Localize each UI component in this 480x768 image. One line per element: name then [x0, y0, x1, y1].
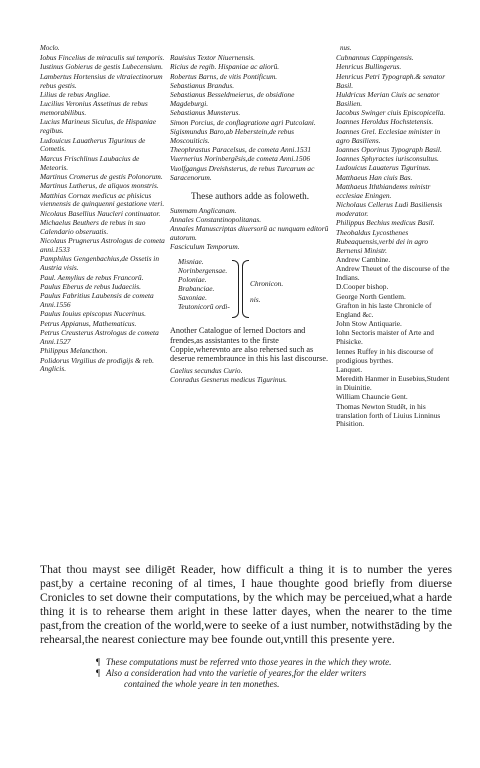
list-item: Cubnannus Cappingensis.	[336, 53, 414, 62]
list-item: Theophrastus Paracelsus, de cometa Anni.1531	[170, 145, 312, 155]
note-2	[96, 668, 456, 679]
list-item: John Stow Antiquarie.	[336, 319, 402, 329]
list-item: Ioannes Heroldus Hochstetensis.	[336, 117, 434, 127]
list-item: Conradus Gesnerus medicus Tigurinus.	[170, 375, 288, 385]
list-item: Sebastianus Brandus.	[170, 80, 235, 90]
computation-notes	[96, 657, 456, 690]
list-item: Iennes Ruffey in his discourse of prodigious byrthes.	[336, 346, 434, 365]
list-item: Henricus Bullingerus.	[336, 62, 402, 72]
list-item: Ioannes Grel. Ecclesiae minister in agro Basiliens.	[336, 126, 441, 145]
list-item: Polidorus Virgilius de prodigijs & reb. Anglicis.	[40, 355, 155, 374]
list-item: Vuernerius Norinbergēsis,de cometa Anni.1506	[170, 154, 311, 164]
list-item: Iustinus Gobierus de gestis Lubecensium.	[40, 62, 163, 72]
left-brace	[232, 260, 239, 318]
list-item: Iobus Fincelius de miraculis sui temporis.	[40, 53, 165, 62]
section-heading: These authors adde as foloweth.	[190, 190, 310, 201]
added-sources-list	[170, 207, 330, 253]
list-item: Marcus Frischlinus Laubacius de Meteoris.	[40, 153, 140, 172]
list-item: Paul. Aemylius de rebus Francorū.	[40, 272, 144, 282]
list-item: Theobaldus Lycosthenes Rubeaquensis,verbi dei in agro Bernensi Ministr.	[336, 227, 429, 255]
list-item: Martinus Lutherus, de aliquos monstris.	[40, 181, 159, 191]
list-item: Matthaeus Han ciuis Bas.	[336, 172, 413, 182]
list-item: Michaelus Beuthers de rebus in suo Calendario obseruatis.	[40, 218, 146, 236]
list-item: Ludouicus Lauatherus Tigurinus de Cometis.	[40, 135, 146, 154]
list-item: Matthaeus Iththiandems ministr ecclesiae Eningen.	[336, 181, 431, 200]
list-item: Robertus Barns, de vitis Pontificum.	[170, 71, 278, 81]
note-text: Also a consideration had vnto the varietie of yeares,for the elder writers	[106, 668, 367, 678]
list-item: Paulus Fabritius Laubensis de cometa Anni.1556	[40, 291, 154, 310]
list-item: Brabanciae.	[178, 284, 215, 294]
list-item: Lambertus Hortensius de vltraiectinorum rebus gestis.	[40, 71, 163, 90]
author-column-3	[336, 54, 454, 430]
list-item: Lilius de rebus Angliae.	[40, 89, 111, 99]
list-item: Meredith Hanmer in Eusebius,Student in Diuinitie.	[336, 374, 450, 392]
list-item: Martinus Cromerus de gestis Polonorum.	[40, 171, 163, 181]
list-item: William Chauncie Gent.	[336, 392, 408, 402]
note-text: These computations must be referred vnto those yeares in the which they wrote.	[106, 657, 392, 667]
list-item: Saxoniae.	[178, 292, 207, 302]
list-item: Rauisius Textor Niuernensis.	[170, 53, 255, 62]
chronicon-label: Chronicon.	[250, 279, 284, 289]
running-fragment-right: nus.	[340, 44, 352, 52]
list-item: Sebastianus Besseldmeierus, de obsidione Magdeburgi.	[170, 90, 295, 109]
list-item: Sigismundus Baro,ab Heberstein,de rebus Moscouiticis.	[170, 126, 295, 145]
list-item: Ioannes Oporinus Typograph Basil.	[336, 144, 442, 154]
author-column-1	[40, 54, 166, 375]
running-fragment-left: Moclo.	[40, 44, 60, 52]
list-item: Ludouicus Lauaterus Tigurinus.	[336, 163, 431, 173]
list-item: Henricus Petri Typograph.& senator Basil.	[336, 71, 446, 90]
right-brace	[242, 260, 249, 318]
list-item: Caelius secundus Curio.	[170, 366, 243, 376]
list-item: Ioannes Sphyractes iurisconsultus.	[336, 154, 439, 164]
list-item: Ricius de regib. Hispaniae ac aliorū.	[170, 62, 280, 72]
list-item: Annales Manuscriptas diuersorū ac nunquam editorū autorum.	[170, 224, 329, 243]
list-item: George North Gentlem.	[336, 291, 406, 301]
author-column-2	[170, 54, 330, 386]
list-item: Iohn Sectoris maister of Arte and Phisicke.	[336, 328, 434, 347]
list-item: Huldricus Merian Ciuis ac senator Basilien.	[336, 89, 440, 108]
list-item: Iacobus Swinger ciuis Episcopicella.	[336, 108, 446, 117]
list-item: Petrus Creusterus Astrologus de cometa Anni.1527	[40, 328, 159, 346]
list-item: Poloniae.	[178, 275, 207, 285]
note-1	[96, 657, 456, 668]
list-item: Fasciculum Temporum.	[170, 242, 240, 252]
list-item: Misniae.	[178, 257, 204, 267]
list-item: Simon Porcius, de conflagratione agri Putcolani.	[170, 117, 316, 127]
list-item: Andrew Cambine.	[336, 254, 391, 264]
list-item: Norinbergensae.	[178, 266, 228, 276]
list-item: Nicolaus Prugnerus Astrologus de cometa anni.1533	[40, 236, 165, 255]
list-item: Matthias Cornax medicus ac phisicus viennensis de quinquenni gestatione vteri.	[40, 190, 165, 209]
catalogue-start	[170, 367, 330, 385]
list-item: Lucius Marineus Siculus, de Hispaniae regibus.	[40, 117, 156, 136]
note-2-continuation: contained the whole yeare in ten monethes.	[124, 679, 280, 689]
list-item: Paulus Eberus de rebus Iudaeciis.	[40, 281, 141, 291]
list-item: Nicolaus Basellius Naucleri continuator.	[40, 208, 161, 218]
list-item: Paulus Iouius episcopus Nucerinus.	[40, 309, 146, 319]
list-item: Petrus Appianus, Mathematicus.	[40, 318, 137, 328]
catalogue-intro: Another Catalogue of lerned Doctors and frendes,as assistantes to the firste Coppie,wherevnto are also rehersed such as deserue remembraunce in this his last discourse.	[170, 326, 329, 363]
ordinis-continuation: nis.	[250, 295, 261, 305]
pilcrow-icon: ¶	[96, 668, 101, 678]
list-item: Philippus Bechius medicus Basil.	[336, 218, 435, 228]
list-item: Grafton in his laste Chronicle of England &c.	[336, 300, 432, 319]
list-item: Lucilius Veronius Assetinus de rebus memorabilibus.	[40, 99, 148, 117]
chronicon-group	[178, 258, 330, 320]
list-item: Vuolfgangus Dreishsterus, de rebus Turcarum ac Saracenorum.	[170, 163, 315, 182]
body-paragraph: That thou mayst see diligēt Reader, how difficult a thing it is to number the yeres past,by a certaine reconing of al times, I haue thoughte good briefly from diuerse Cronicles to set downe their computations, by the which may be perceiued,what a harde thing it is to rehearse them aright in these latter dayes, when the nearer to the time past,from the creation of the world,were to seeke of a iust number, notwithstāding by the rehearsal,the nearest coniecture may bee founde out,vntill this presente yere.	[40, 563, 452, 646]
list-item: Teutonicorū ordi-	[178, 301, 230, 311]
list-item: Annales Constantinopolitanas.	[170, 214, 262, 224]
list-item: Andrew Theuet of the discourse of the Indians.	[336, 264, 450, 282]
list-item: Lanquet.	[336, 364, 363, 374]
list-item: Philippus Melancthon.	[40, 346, 108, 356]
list-item: Sebastianus Munsterus.	[170, 108, 241, 118]
list-item: Thomas Newton Studēt, in his translation forth of Liuius Linninus Phisition.	[336, 401, 441, 429]
list-item: Pamphilus Gengenbachius,de Ossetis in Austria visis.	[40, 254, 160, 273]
list-item: D.Cooper bishop.	[336, 282, 389, 292]
list-item: Nicholaus Cellerus Ludi Basiliensis moderator.	[336, 200, 443, 219]
list-item: Summam Anglicanam.	[170, 205, 237, 215]
pilcrow-icon: ¶	[96, 657, 101, 667]
